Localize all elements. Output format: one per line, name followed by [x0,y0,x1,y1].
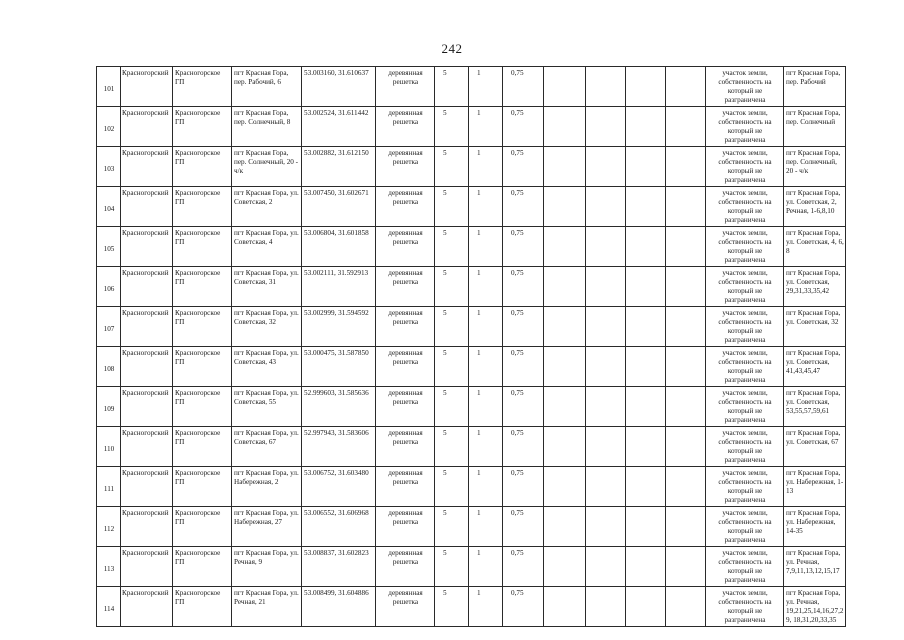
table-row [97,147,846,187]
empty-cell [666,67,706,107]
container-count-cell: 1 [469,67,503,107]
empty-cell [586,267,626,307]
land-owner-cell: участок земли, собственность на который не разграничена [706,187,784,227]
empty-cell [586,507,626,547]
served-area-cell: пгт Красная Гора, ул. Речная, 7,9,11,13,12,15,17 [784,547,846,587]
area-cell: 0,75 [503,347,544,387]
district-cell: Красногорский [121,227,173,267]
row-number: 110 [97,427,121,467]
count-cell: 5 [435,227,469,267]
settlement-cell: Красногорское ГП [173,347,232,387]
empty-cell [626,147,666,187]
count-cell: 5 [435,147,469,187]
empty-cell [666,587,706,627]
empty-cell [586,387,626,427]
table-row [97,67,846,107]
surface-material-cell: деревянная решетка [376,467,435,507]
count-cell: 5 [435,307,469,347]
empty-cell [626,587,666,627]
row-number: 106 [97,267,121,307]
register-rows [97,67,846,627]
empty-cell [666,507,706,547]
empty-cell [666,187,706,227]
area-cell: 0,75 [503,227,544,267]
empty-cell [544,187,586,227]
empty-cell [626,507,666,547]
district-cell: Красногорский [121,587,173,627]
empty-cell [586,187,626,227]
empty-cell [666,147,706,187]
empty-cell [666,107,706,147]
served-area-cell: пгт Красная Гора, ул. Советская, 67 [784,427,846,467]
district-cell: Красногорский [121,507,173,547]
count-cell: 5 [435,427,469,467]
empty-cell [544,587,586,627]
row-number: 111 [97,467,121,507]
settlement-cell: Красногорское ГП [173,507,232,547]
address-cell: пгт Красная Гора, пер. Солнечный, 20 - ч/к [232,147,302,187]
empty-cell [544,267,586,307]
empty-cell [544,147,586,187]
settlement-cell: Красногорское ГП [173,427,232,467]
empty-cell [626,187,666,227]
settlement-cell: Красногорское ГП [173,227,232,267]
land-owner-cell: участок земли, собственность на который не разграничена [706,587,784,627]
empty-cell [626,67,666,107]
area-cell: 0,75 [503,587,544,627]
table-row [97,547,846,587]
surface-material-cell: деревянная решетка [376,227,435,267]
address-cell: пгт Красная Гора, ул. Речная, 9 [232,547,302,587]
empty-cell [666,547,706,587]
table-row [97,587,846,627]
container-count-cell: 1 [469,507,503,547]
empty-cell [544,467,586,507]
empty-cell [666,427,706,467]
served-area-cell: пгт Красная Гора, пер. Солнечный [784,107,846,147]
land-owner-cell: участок земли, собственность на который не разграничена [706,347,784,387]
surface-material-cell: деревянная решетка [376,347,435,387]
address-cell: пгт Красная Гора, ул. Советская, 55 [232,387,302,427]
served-area-cell: пгт Красная Гора, ул. Советская, 32 [784,307,846,347]
area-cell: 0,75 [503,507,544,547]
count-cell: 5 [435,347,469,387]
district-cell: Красногорский [121,547,173,587]
district-cell: Красногорский [121,107,173,147]
address-cell: пгт Красная Гора, ул. Советская, 2 [232,187,302,227]
row-number: 103 [97,147,121,187]
count-cell: 5 [435,67,469,107]
coordinates-cell: 53.008837, 31.602823 [302,547,376,587]
container-count-cell: 1 [469,347,503,387]
table-row [97,107,846,147]
table-row [97,427,846,467]
empty-cell [586,467,626,507]
settlement-cell: Красногорское ГП [173,187,232,227]
land-owner-cell: участок земли, собственность на который не разграничена [706,147,784,187]
coordinates-cell: 53.006804, 31.601858 [302,227,376,267]
area-cell: 0,75 [503,387,544,427]
settlement-cell: Красногорское ГП [173,387,232,427]
surface-material-cell: деревянная решетка [376,67,435,107]
address-cell: пгт Красная Гора, ул. Советская, 43 [232,347,302,387]
empty-cell [544,227,586,267]
served-area-cell: пгт Красная Гора, ул. Советская, 29,31,33,35,42 [784,267,846,307]
empty-cell [666,347,706,387]
empty-cell [626,427,666,467]
address-cell: пгт Красная Гора, ул. Советская, 32 [232,307,302,347]
surface-material-cell: деревянная решетка [376,427,435,467]
land-owner-cell: участок земли, собственность на который не разграничена [706,427,784,467]
settlement-cell: Красногорское ГП [173,267,232,307]
empty-cell [544,547,586,587]
coordinates-cell: 53.003160, 31.610637 [302,67,376,107]
count-cell: 5 [435,467,469,507]
area-cell: 0,75 [503,267,544,307]
empty-cell [544,387,586,427]
empty-cell [666,267,706,307]
served-area-cell: пгт Красная Гора, ул. Речная, 19,21,25,14,16,27,29, 18,31,20,33,35 [784,587,846,627]
area-cell: 0,75 [503,107,544,147]
empty-cell [586,107,626,147]
served-area-cell: пгт Красная Гора, пер. Солнечный, 20 - ч/к [784,147,846,187]
district-cell: Красногорский [121,347,173,387]
area-cell: 0,75 [503,67,544,107]
served-area-cell: пгт Красная Гора, ул. Советская, 4, 6, 8 [784,227,846,267]
row-number: 104 [97,187,121,227]
surface-material-cell: деревянная решетка [376,147,435,187]
surface-material-cell: деревянная решетка [376,107,435,147]
coordinates-cell: 53.007450, 31.602671 [302,187,376,227]
count-cell: 5 [435,267,469,307]
table-row [97,187,846,227]
table-row [97,387,846,427]
coordinates-cell: 53.002882, 31.612150 [302,147,376,187]
table-row [97,347,846,387]
area-cell: 0,75 [503,547,544,587]
empty-cell [586,227,626,267]
land-owner-cell: участок земли, собственность на который не разграничена [706,107,784,147]
count-cell: 5 [435,387,469,427]
table-row [97,227,846,267]
empty-cell [666,227,706,267]
land-owner-cell: участок земли, собственность на который не разграничена [706,267,784,307]
empty-cell [626,267,666,307]
container-count-cell: 1 [469,587,503,627]
surface-material-cell: деревянная решетка [376,547,435,587]
served-area-cell: пгт Красная Гора, ул. Советская, 41,43,45,47 [784,347,846,387]
table-row [97,507,846,547]
settlement-cell: Красногорское ГП [173,307,232,347]
land-owner-cell: участок земли, собственность на который не разграничена [706,547,784,587]
row-number: 108 [97,347,121,387]
address-cell: пгт Красная Гора, ул. Набережная, 2 [232,467,302,507]
count-cell: 5 [435,107,469,147]
row-number: 112 [97,507,121,547]
area-cell: 0,75 [503,307,544,347]
empty-cell [666,307,706,347]
coordinates-cell: 53.000475, 31.587850 [302,347,376,387]
container-count-cell: 1 [469,467,503,507]
row-number: 102 [97,107,121,147]
area-cell: 0,75 [503,427,544,467]
empty-cell [626,107,666,147]
land-owner-cell: участок земли, собственность на который не разграничена [706,467,784,507]
land-owner-cell: участок земли, собственность на который не разграничена [706,507,784,547]
empty-cell [586,307,626,347]
address-cell: пгт Красная Гора, ул. Советская, 4 [232,227,302,267]
land-owner-cell: участок земли, собственность на который не разграничена [706,387,784,427]
empty-cell [586,587,626,627]
table-row [97,267,846,307]
settlement-cell: Красногорское ГП [173,547,232,587]
settlement-cell: Красногорское ГП [173,467,232,507]
settlement-cell: Красногорское ГП [173,147,232,187]
settlement-cell: Красногорское ГП [173,587,232,627]
empty-cell [544,507,586,547]
surface-material-cell: деревянная решетка [376,267,435,307]
row-number: 109 [97,387,121,427]
coordinates-cell: 53.002999, 31.594592 [302,307,376,347]
row-number: 107 [97,307,121,347]
address-cell: пгт Красная Гора, ул. Советская, 31 [232,267,302,307]
served-area-cell: пгт Красная Гора, пер. Рабочий [784,67,846,107]
surface-material-cell: деревянная решетка [376,507,435,547]
container-count-cell: 1 [469,107,503,147]
coordinates-cell: 52.999603, 31.585636 [302,387,376,427]
count-cell: 5 [435,507,469,547]
empty-cell [544,307,586,347]
empty-cell [544,347,586,387]
surface-material-cell: деревянная решетка [376,587,435,627]
settlement-cell: Красногорское ГП [173,107,232,147]
empty-cell [544,107,586,147]
empty-cell [544,67,586,107]
container-count-cell: 1 [469,227,503,267]
row-number: 114 [97,587,121,627]
district-cell: Красногорский [121,387,173,427]
address-cell: пгт Красная Гора, ул. Речная, 21 [232,587,302,627]
empty-cell [586,67,626,107]
coordinates-cell: 53.002524, 31.611442 [302,107,376,147]
empty-cell [586,147,626,187]
empty-cell [666,467,706,507]
coordinates-cell: 53.006552, 31.606968 [302,507,376,547]
container-count-cell: 1 [469,547,503,587]
area-cell: 0,75 [503,467,544,507]
district-cell: Красногорский [121,147,173,187]
empty-cell [626,227,666,267]
count-cell: 5 [435,187,469,227]
empty-cell [586,427,626,467]
empty-cell [544,427,586,467]
surface-material-cell: деревянная решетка [376,387,435,427]
area-cell: 0,75 [503,147,544,187]
surface-material-cell: деревянная решетка [376,307,435,347]
empty-cell [626,347,666,387]
district-cell: Красногорский [121,467,173,507]
coordinates-cell: 53.002111, 31.592913 [302,267,376,307]
row-number: 101 [97,67,121,107]
address-cell: пгт Красная Гора, ул. Советская, 67 [232,427,302,467]
page-number: 242 [441,41,463,56]
surface-material-cell: деревянная решетка [376,187,435,227]
empty-cell [586,347,626,387]
empty-cell [626,467,666,507]
container-count-cell: 1 [469,307,503,347]
coordinates-cell: 52.997943, 31.583606 [302,427,376,467]
address-cell: пгт Красная Гора, пер. Рабочий, 6 [232,67,302,107]
area-cell: 0,75 [503,187,544,227]
address-cell: пгт Красная Гора, пер. Солнечный, 8 [232,107,302,147]
row-number: 105 [97,227,121,267]
register-table [96,66,846,627]
served-area-cell: пгт Красная Гора, ул. Набережная, 14-35 [784,507,846,547]
container-count-cell: 1 [469,147,503,187]
empty-cell [626,387,666,427]
land-owner-cell: участок земли, собственность на который не разграничена [706,67,784,107]
empty-cell [626,307,666,347]
district-cell: Красногорский [121,427,173,467]
land-owner-cell: участок земли, собственность на который не разграничена [706,227,784,267]
land-owner-cell: участок земли, собственность на который не разграничена [706,307,784,347]
district-cell: Красногорский [121,267,173,307]
container-count-cell: 1 [469,187,503,227]
district-cell: Красногорский [121,307,173,347]
count-cell: 5 [435,587,469,627]
row-number: 113 [97,547,121,587]
served-area-cell: пгт Красная Гора, ул. Набережная, 1-13 [784,467,846,507]
served-area-cell: пгт Красная Гора, ул. Советская, 53,55,57,59,61 [784,387,846,427]
served-area-cell: пгт Красная Гора, ул. Советская, 2, Речная, 1-6,8,10 [784,187,846,227]
district-cell: Красногорский [121,187,173,227]
settlement-cell: Красногорское ГП [173,67,232,107]
district-cell: Красногорский [121,67,173,107]
empty-cell [586,547,626,587]
address-cell: пгт Красная Гора, ул. Набережная, 27 [232,507,302,547]
container-count-cell: 1 [469,427,503,467]
empty-cell [666,387,706,427]
container-count-cell: 1 [469,267,503,307]
table-row [97,467,846,507]
table-row [97,307,846,347]
coordinates-cell: 53.006752, 31.603480 [302,467,376,507]
count-cell: 5 [435,547,469,587]
container-count-cell: 1 [469,387,503,427]
coordinates-cell: 53.008499, 31.604886 [302,587,376,627]
empty-cell [626,547,666,587]
